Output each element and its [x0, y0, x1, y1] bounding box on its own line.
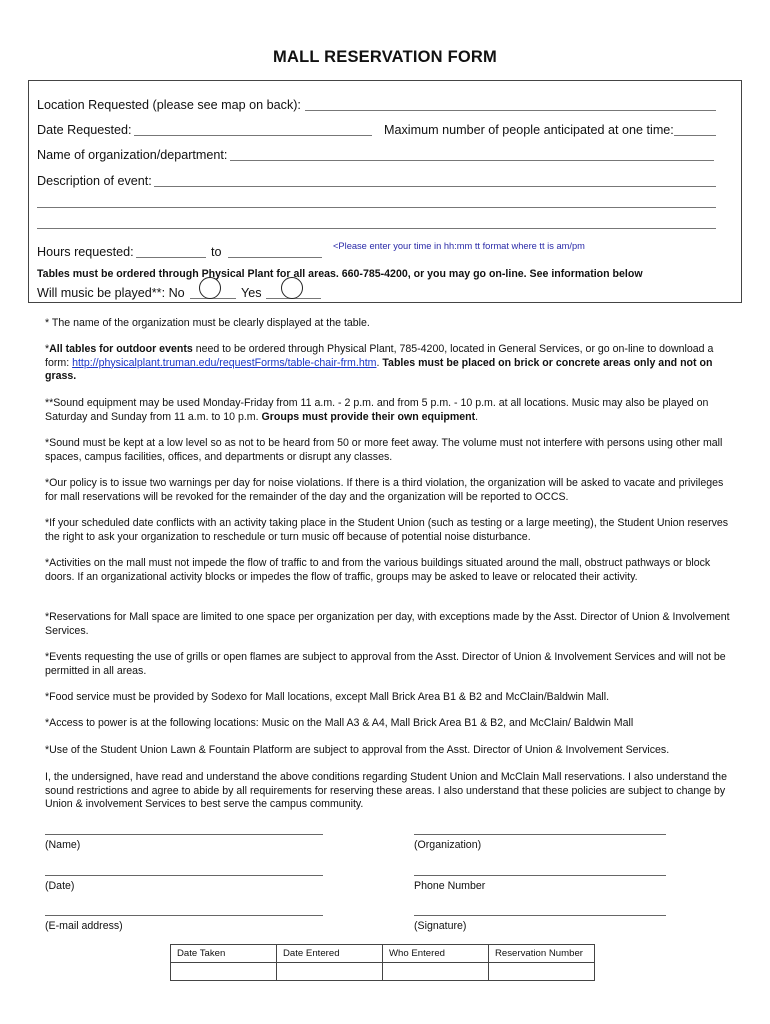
cell-date-entered[interactable] — [277, 963, 383, 981]
page-title: MALL RESERVATION FORM — [273, 48, 497, 66]
org-field[interactable] — [230, 160, 714, 161]
signature-line[interactable] — [414, 915, 666, 916]
hours-to-label: to — [211, 245, 222, 259]
hours-start-field[interactable] — [136, 257, 206, 258]
agreement-text: I, the undersigned, have read and understand the above conditions regarding Student Union and McClain Mall reservations. I also understand the sound restrictions and agree to abide by all requirements for reserving these areas. I also understand that these policies are subject to change by Union & involvement Services to best serve the campus community. — [45, 771, 727, 811]
description-field[interactable] — [154, 186, 716, 187]
rule-sound-level: *Sound must be kept at a low level so as not to be heard from 50 or more feet away. The volume must not interfere with persons using other mall spaces, campus facilities, offices, and departments or disrupt any classes. — [45, 437, 723, 463]
email-label: (E-mail address) — [45, 920, 123, 932]
hours-label: Hours requested: — [37, 245, 134, 259]
max-people-label: Maximum number of people anticipated at one time: — [384, 123, 674, 137]
time-format-note: <Please enter your time in hh:mm tt format where tt is am/pm — [333, 241, 585, 251]
music-yes-radio[interactable] — [281, 277, 303, 299]
description-label: Description of event: — [37, 174, 152, 188]
location-field[interactable] — [305, 110, 716, 111]
date-sig-label: (Date) — [45, 880, 75, 892]
description-field-line-3[interactable] — [37, 228, 716, 229]
date-label: Date Requested: — [37, 123, 132, 137]
rule-grills: *Events requesting the use of grills or open flames are subject to approval from the Asst. Director of Union & Involvement Services and will not be permitted in all areas. — [45, 651, 726, 677]
location-label: Location Requested (please see map on back): — [37, 98, 301, 112]
rule-schedule-conflict: *If your scheduled date conflicts with an activity taking place in the Student Union (such as testing or a large meeting), the Student Union reserves the right to ask your organization to reschedule or turn music off because of potential noise disturbance. — [45, 517, 729, 543]
cell-who-entered[interactable] — [383, 963, 489, 981]
rule-power: *Access to power is at the following locations: Music on the Mall A3 & A4, Mall Brick Area B1 & B2, and McClain/ Baldwin Mall — [45, 717, 634, 729]
rule-food-service: *Food service must be provided by Sodexo for Mall locations, except Mall Brick Area B1 & B2 and McClain/Baldwin Mall. — [45, 691, 610, 703]
phone-label: Phone Number — [414, 880, 486, 892]
hours-end-field[interactable] — [228, 257, 322, 258]
music-no-radio[interactable] — [199, 277, 221, 299]
rule-tables: *All tables for outdoor events need to be ordered through Physical Plant, 785-4200, located in General Services, or go on-line to download a form: http://physicalplant.truman.edu/requestForms/table-chair-frm.htm. Tables must be placed on brick or concrete areas only and not on grass. — [45, 343, 714, 383]
header-date-taken: Date Taken — [171, 945, 277, 963]
office-use-table — [170, 944, 595, 981]
cell-reservation-number[interactable] — [489, 963, 595, 981]
phone-line[interactable] — [414, 875, 666, 876]
table-row — [171, 945, 595, 963]
header-date-entered: Date Entered — [277, 945, 383, 963]
music-yes-label: Yes — [241, 286, 262, 300]
email-line[interactable] — [45, 915, 323, 916]
table-row — [171, 963, 595, 981]
header-reservation-number: Reservation Number — [489, 945, 595, 963]
music-label: Will music be played**: No — [37, 286, 185, 300]
signature-label: (Signature) — [414, 920, 467, 932]
max-people-field[interactable] — [674, 135, 716, 136]
name-label: (Name) — [45, 839, 81, 851]
rule-name-display: * The name of the organization must be clearly displayed at the table. — [45, 317, 370, 329]
rule-limit: *Reservations for Mall space are limited to one space per organization per day, with exceptions made by the Asst. Director of Union & Involvement Services. — [45, 611, 730, 637]
org-label: Name of organization/department: — [37, 148, 228, 162]
rule-lawn: *Use of the Student Union Lawn & Fountain Platform are subject to approval from the Asst. Director of Union & Involvement Services. — [45, 744, 670, 756]
rule-noise-policy: *Our policy is to issue two warnings per day for noise violations. If there is a third violation, the organization will be asked to vacate and privileges for mall reservations will be revoked for the remainder of the day and the organization will be reported to OCCS. — [45, 477, 724, 503]
cell-date-taken[interactable] — [171, 963, 277, 981]
date-line[interactable] — [45, 875, 323, 876]
name-line[interactable] — [45, 834, 323, 835]
organization-label: (Organization) — [414, 839, 482, 851]
organization-line[interactable] — [414, 834, 666, 835]
rule-sound-equipment: **Sound equipment may be used Monday-Friday from 11 a.m. - 2 p.m. and from 5 p.m. - 10 p.m. at all locations. Music may also be played on Saturday and Sunday from 11 a.m. to 10 p.m. Groups must provide their own equipment. — [45, 397, 709, 423]
tables-note: Tables must be ordered through Physical Plant for all areas. 660-785-4200, or you may go on-line. See information below — [37, 268, 643, 280]
table-form-link[interactable]: http://physicalplant.truman.edu/requestForms/table-chair-frm.htm — [72, 356, 377, 369]
date-field[interactable] — [134, 135, 372, 136]
description-field-line-2[interactable] — [37, 207, 716, 208]
header-who-entered: Who Entered — [383, 945, 489, 963]
rule-traffic: *Activities on the mall must not impede the flow of traffic to and from the various buildings situated around the mall, obstruct pathways or block doors. If an organizational activity blocks or impedes the flow of traffic, groups may be asked to leave or relocated their activity. — [45, 557, 711, 583]
